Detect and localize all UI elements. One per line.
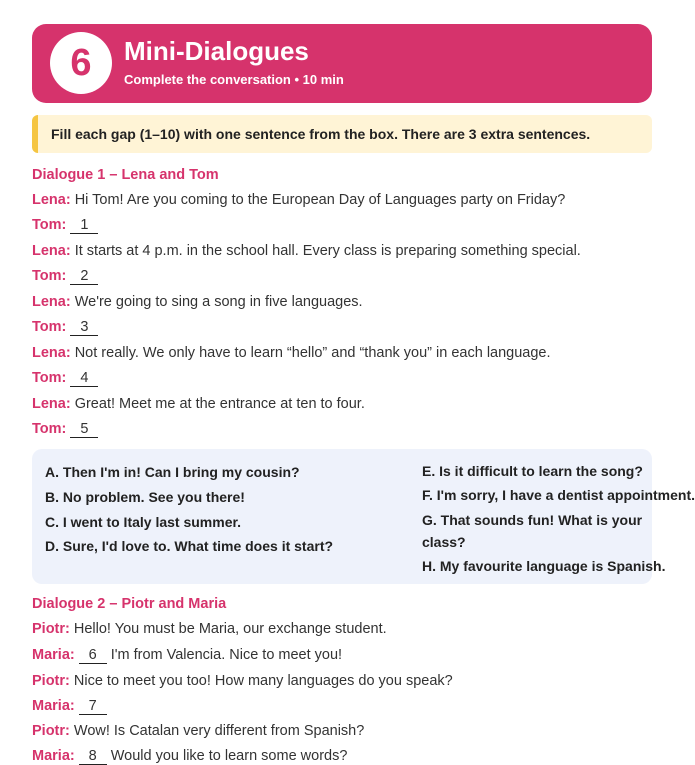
dialogue-line [32,723,364,739]
option-g-continued: class? [422,534,466,550]
dialogue-line [32,748,347,765]
line-text: Not really. We only have to learn “hello” and “thank you” in each language. [74,345,551,361]
dialogue-line [32,370,102,387]
speaker-name: Tom: [32,319,67,335]
option-h: H. My favourite language is Spanish. [422,558,666,574]
option-d: D. Sure, I'd love to. What time does it start? [45,538,334,554]
line-text: Would you like to learn some words? [110,748,348,764]
dialogue-line [32,345,551,361]
dialogue-line [32,421,102,438]
speaker-name: Tom: [32,268,67,284]
speaker-name: Tom: [32,217,67,233]
line-text: It starts at 4 p.m. in the school hall. Every class is preparing something special. [74,243,581,259]
sentence-options-box [32,449,695,584]
answer-gap[interactable]: 2 [70,269,98,285]
dialogue-line [32,294,363,310]
speaker-name: Lena: [32,243,71,259]
option-f: F. I'm sorry, I have a dentist appointment. [422,487,695,503]
answer-gap[interactable]: 5 [70,422,98,438]
answer-gap[interactable]: 7 [79,699,107,715]
option-a: A. Then I'm in! Can I bring my cousin? [45,464,300,480]
answer-gap[interactable]: 8 [79,749,107,765]
dialogue-line [32,217,102,234]
line-text: Great! Meet me at the entrance at ten to four. [74,396,365,412]
section-banner [32,24,652,103]
line-text: Wow! Is Catalan very different from Spanish? [73,723,365,739]
option-c: C. I went to Italy last summer. [45,514,242,530]
option-g: G. That sounds fun! What is your [422,512,643,528]
line-text: Nice to meet you too! How many languages do you speak? [73,673,453,689]
speaker-name: Lena: [32,192,71,208]
section-subtitle: Complete the conversation • 10 min [124,72,344,87]
dialogue-line [32,396,365,412]
dialogue-1-heading: Dialogue 1 – Lena and Tom [32,167,219,183]
instruction-box [32,115,652,153]
answer-gap[interactable]: 6 [79,648,107,664]
instruction-text: Fill each gap (1–10) with one sentence from the box. There are 3 extra sentences. [51,126,591,142]
speaker-name: Maria: [32,647,75,663]
speaker-name: Maria: [32,748,75,764]
speaker-name: Lena: [32,345,71,361]
dialogue-line [32,268,102,285]
dialogue-line [32,243,581,259]
section-number-badge: 6 [50,32,112,94]
dialogue-line [32,192,565,208]
dialogue-line [32,647,342,664]
speaker-name: Tom: [32,421,67,437]
dialogue-line [32,698,111,715]
section-title: Mini-Dialogues [124,36,309,66]
dialogue-line [32,319,102,336]
speaker-name: Maria: [32,698,75,714]
speaker-name: Piotr: [32,723,70,739]
speaker-name: Lena: [32,396,71,412]
option-b: B. No problem. See you there! [45,489,245,505]
speaker-name: Piotr: [32,673,70,689]
option-e: E. Is it difficult to learn the song? [422,463,643,479]
line-text: Hello! You must be Maria, our exchange student. [73,621,387,637]
answer-gap[interactable]: 3 [70,320,98,336]
dialogue-line [32,621,387,637]
answer-gap[interactable]: 4 [70,371,98,387]
line-text: I'm from Valencia. Nice to meet you! [110,647,343,663]
dialogue-2-heading: Dialogue 2 – Piotr and Maria [32,596,227,612]
speaker-name: Piotr: [32,621,70,637]
speaker-name: Tom: [32,370,67,386]
line-text: We're going to sing a song in five languages. [74,294,363,310]
dialogue-line [32,673,453,689]
answer-gap[interactable]: 1 [70,218,98,234]
line-text: Hi Tom! Are you coming to the European Day of Languages party on Friday? [74,192,566,208]
speaker-name: Lena: [32,294,71,310]
